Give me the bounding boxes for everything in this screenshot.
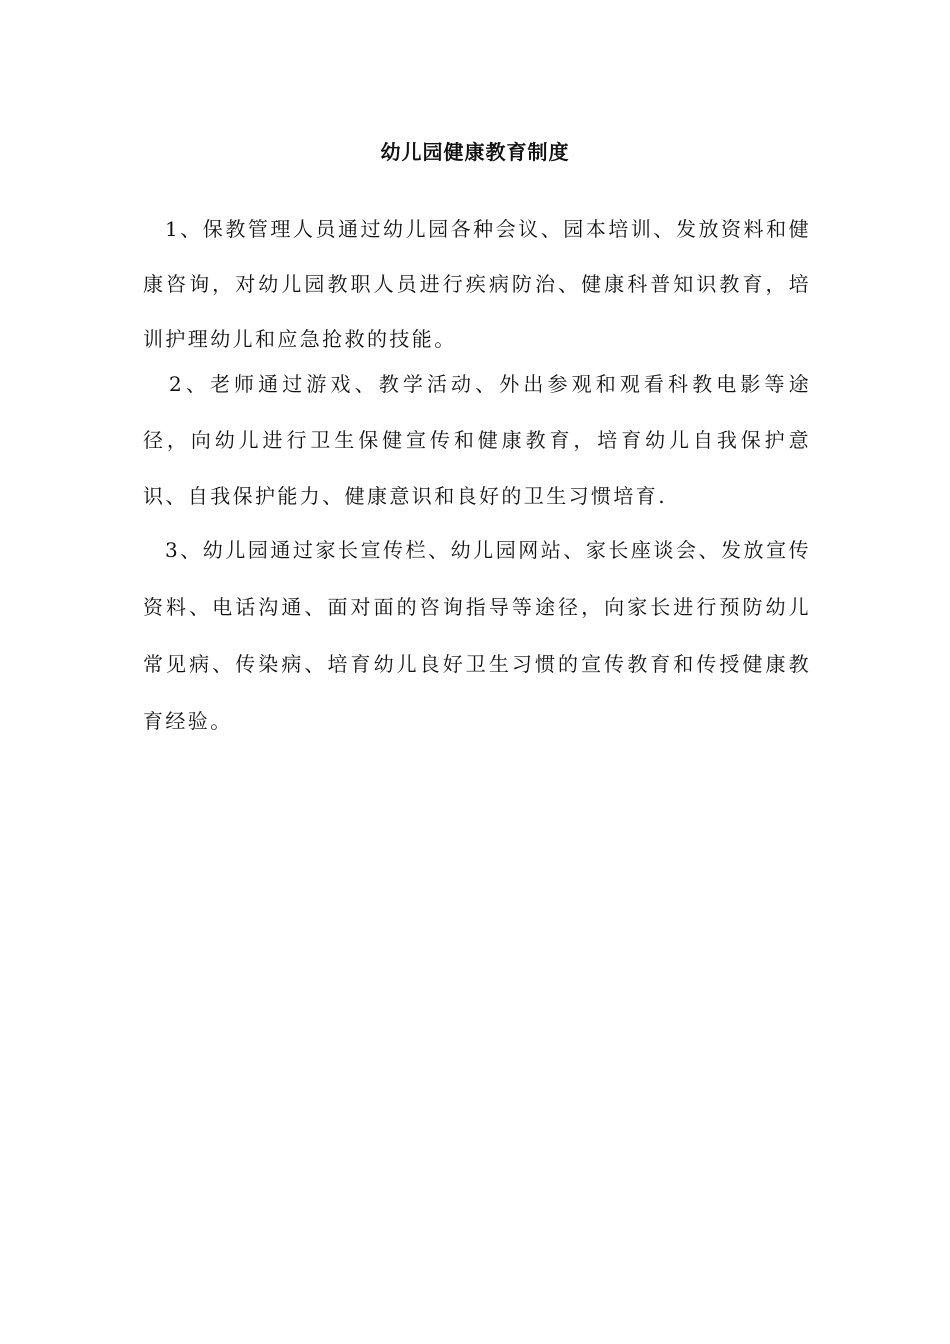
- document-title: 幼儿园健康教育制度: [380, 140, 570, 164]
- paragraph-2: 2、老师通过游戏、教学活动、外出参观和观看科教电影等途径，向幼儿进行卫生保健宣传和健康教育，培育幼儿自我保护意识、自我保护能力、健康意识和良好的卫生习惯培育.: [143, 372, 811, 508]
- paragraph-3: 3、幼儿园通过家长宣传栏、幼儿园网站、家长座谈会、发放宣传资料、电话沟通、面对面的咨询指导等途径，向家长进行预防幼儿常见病、传染病、培育幼儿良好卫生习惯的宣传教育和传授健康教育经验。: [143, 538, 811, 733]
- paragraph-1: 1、保教管理人员通过幼儿园各种会议、园本培训、发放资料和健康咨询，对幼儿园教职人员进行疾病防治、健康科普知识教育，培训护理幼儿和应急抢救的技能。: [143, 217, 811, 351]
